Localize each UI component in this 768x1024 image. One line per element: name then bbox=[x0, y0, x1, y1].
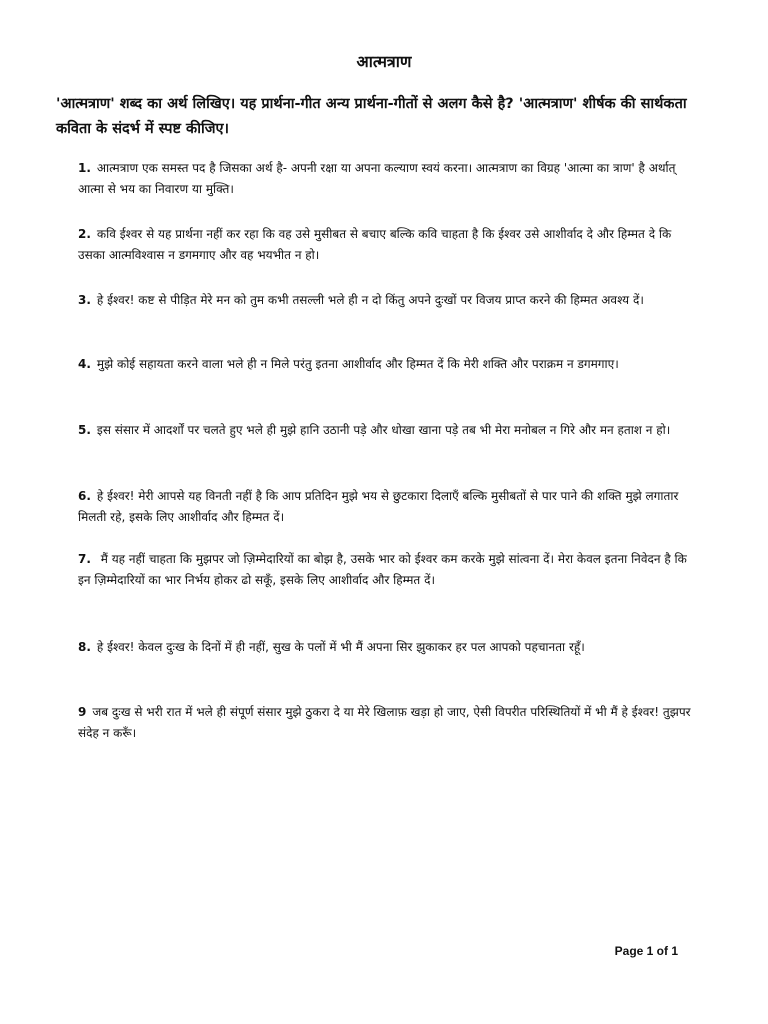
answer-text: मैं यह नहीं चाहता कि मुझपर जो ज़िम्मेदारियों का बोझ है, उसके भार को ईश्वर कम करके मुझे सांत्वना दें। मेरा केवल इतना निवेदन है कि इन ज़िम्मेदारियों का भार निर्भय होकर ढो सकूँ, इसके लिए आशीर्वाद और हिम्मत दें। bbox=[78, 552, 687, 587]
answer-6 bbox=[78, 486, 698, 528]
answer-text: हे ईश्वर! केवल दुःख के दिनों में ही नहीं, सुख के पलों में भी मैं अपना सिर झुकाकर हर पल आपको पहचानता रहूँ। bbox=[96, 640, 585, 654]
answer-number: 4. bbox=[78, 357, 91, 371]
answer-number: 5. bbox=[78, 423, 91, 437]
answer-5 bbox=[78, 420, 698, 441]
answer-text: जब दुःख से भरी रात में भले ही संपूर्ण संसार मुझे ठुकरा दे या मेरे खिलाफ़ खड़ा हो जाए, ऐसी विपरीत परिस्थितियों में भी मैं हे ईश्वर! तुझपर संदेह न करूँ। bbox=[78, 705, 691, 740]
answer-text: कवि ईश्वर से यह प्रार्थना नहीं कर रहा कि वह उसे मुसीबत से बचाए बल्कि कवि चाहता है कि ईश्वर उसे आशीर्वाद दे और हिम्मत दे कि उसका आत्मविश्वास न डगमगाए और वह भयभीत न हो। bbox=[78, 227, 672, 262]
answer-text: हे ईश्वर! मेरी आपसे यह विनती नहीं है कि आप प्रतिदिन मुझे भय से छुटकारा दिलाएँ बल्कि मुसीबतों से पार पाने की शक्ति मुझे लगातार मिलती रहे, इसके लिए आशीर्वाद और हिम्मत दें। bbox=[78, 489, 679, 524]
question-text: 'आत्मत्राण' शब्द का अर्थ लिखिए। यह प्रार्थना-गीत अन्य प्रार्थना-गीतों से अलग कैसे है? 'आत्मत्राण' शीर्षक की सार्थकता कविता के संदर्भ में स्पष्ट कीजिए। bbox=[56, 96, 687, 137]
answer-text: मुझे कोई सहायता करने वाला भले ही न मिले परंतु इतना आशीर्वाद और हिम्मत दें कि मेरी शक्ति और पराक्रम न डगमगाए। bbox=[96, 357, 619, 371]
answer-number: 1. bbox=[78, 161, 91, 175]
answer-number: 6. bbox=[78, 489, 91, 503]
answer-number: 8. bbox=[78, 640, 91, 654]
answer-1 bbox=[78, 158, 698, 200]
answer-number: 3. bbox=[78, 293, 91, 307]
answer-4 bbox=[78, 354, 698, 375]
answer-text: हे ईश्वर! कष्ट से पीड़ित मेरे मन को तुम कभी तसल्ली भले ही न दो किंतु अपने दुःखों पर विजय प्राप्त करने की हिम्मत अवश्य दें। bbox=[96, 293, 644, 307]
answer-number: 9 bbox=[78, 705, 87, 719]
answer-9 bbox=[78, 702, 698, 744]
answer-text: इस संसार में आदर्शों पर चलते हुए भले ही मुझे हानि उठानी पड़े और धोखा खाना पड़े तब भी मेरा मनोबल न गिरे और मन हताश न हो। bbox=[96, 423, 671, 437]
document-title: आत्मत्राण bbox=[356, 52, 412, 71]
answer-7 bbox=[78, 549, 698, 591]
answer-text: आत्मत्राण एक समस्त पद है जिसका अर्थ है- अपनी रक्षा या अपना कल्याण स्वयं करना। आत्मत्राण का विग्रह 'आत्मा का त्राण' है अर्थात् आत्मा से भय का निवारण या मुक्ति। bbox=[78, 161, 676, 196]
answer-number: 2. bbox=[78, 227, 91, 241]
page-number: Page 1 of 1 bbox=[614, 944, 678, 958]
answer-number: 7. bbox=[78, 552, 91, 566]
answer-8 bbox=[78, 637, 698, 658]
answer-2 bbox=[78, 224, 698, 266]
answer-3 bbox=[78, 290, 698, 311]
